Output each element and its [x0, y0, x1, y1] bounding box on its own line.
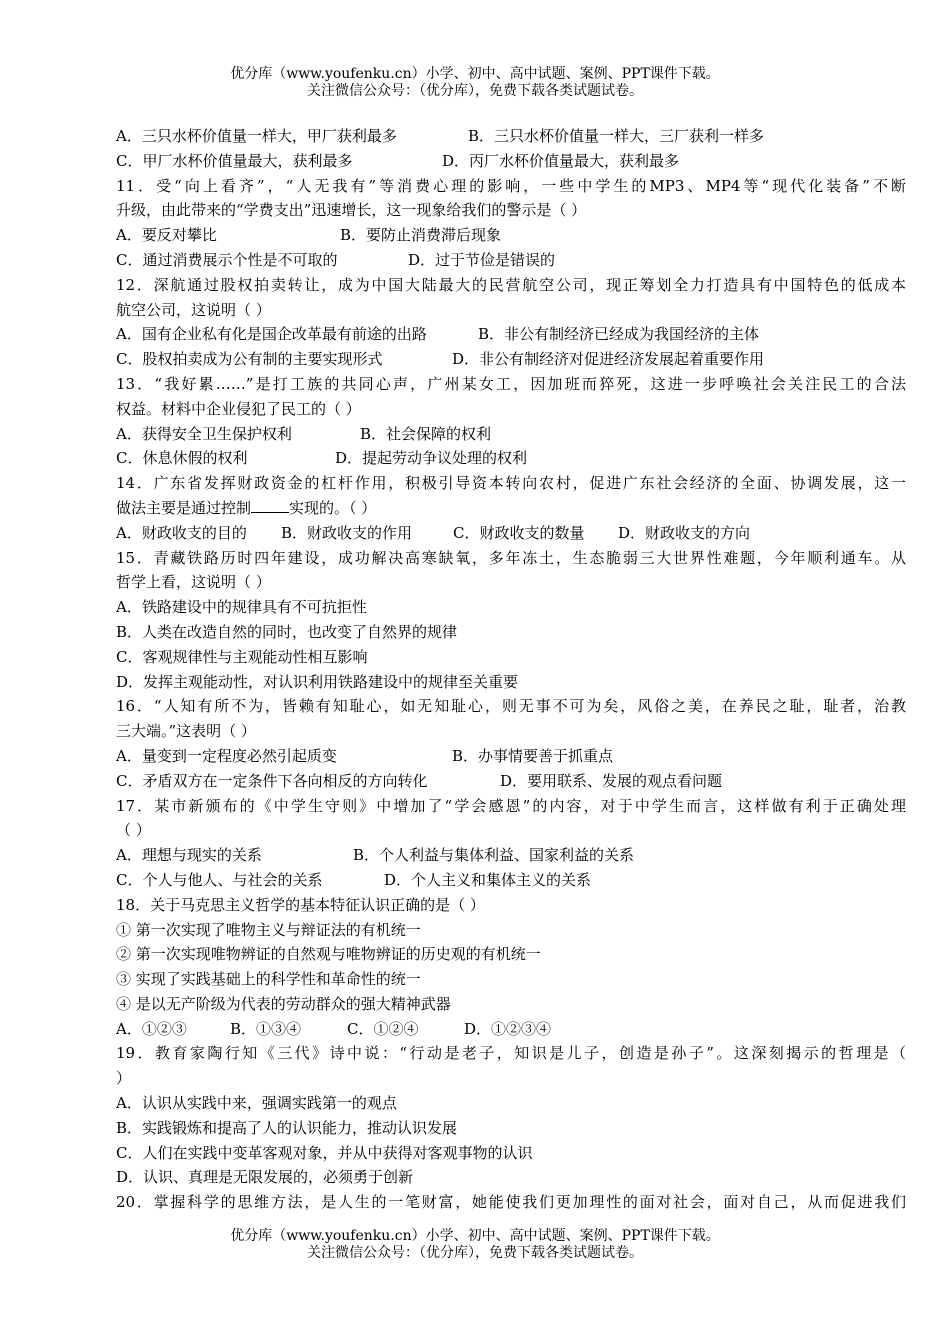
exam-content	[116, 124, 906, 1215]
q17-option-b: B．个人利益与集体利益、国家利益的关系	[353, 846, 635, 865]
q15-option-b: B．人类在改造自然的同时，也改变了自然界的规律	[116, 622, 458, 641]
q18-option-b: B．①③④	[230, 1019, 302, 1038]
q19-option-d: D．认识、真理是无限发展的，必须勇于创新	[116, 1168, 414, 1187]
q13-option-b: B．社会保障的权利	[360, 424, 492, 443]
q12-option-c: C．股权拍卖成为公有制的主要实现形式	[116, 350, 383, 369]
q16-stem-line-2: 三大端。”这表明（ ）	[116, 722, 256, 741]
q14-answer-blank	[251, 498, 289, 513]
q15-stem-line-1: 15．青藏铁路历时四年建设，成功解决高寒缺氧，多年冻土，生态脆弱三大世界性难题，今年顺利通车。从	[116, 548, 906, 567]
q17-options-row-1	[116, 843, 906, 868]
q17-stem-line-2: （ ）	[116, 821, 151, 840]
q19-stem-line-2: ）	[116, 1069, 132, 1088]
q11-option-c: C．通过消费展示个性是不可取的	[116, 250, 338, 269]
q14-stem-line-2	[116, 496, 906, 521]
q11-options-row-2	[116, 248, 906, 273]
q12-option-d: D．非公有制经济对促进经济发展起着重要作用	[452, 350, 765, 369]
q12-options-row-2	[116, 347, 906, 372]
q18-statement-3: ③ 实现了实践基础上的科学性和革命性的统一	[116, 970, 421, 989]
q10-option-d: D．丙厂水杯价值量最大，获利最多	[442, 151, 680, 170]
q15-option-d: D．发挥主观能动性，对认识利用铁路建设中的规律至关重要	[116, 672, 519, 691]
q11-stem-line-1: 11．受“向上看齐”，“人无我有”等消费心理的影响，一些中学生的MP3、MP4等“现代化装备”不断	[116, 176, 906, 195]
q14-option-c: C．财政收支的数量	[453, 523, 585, 542]
q17-option-a: A．理想与现实的关系	[116, 846, 262, 865]
q16-stem-line-1: 16．“人知有所不为，皆赖有知耻心，如无知耻心，则无事不可为矣，风俗之美，在养民之耻，耻者，治教	[116, 697, 906, 716]
q12-options-row-1	[116, 322, 906, 347]
q19-option-c: C．人们在实践中变革客观对象，并从中获得对客观事物的认识	[116, 1143, 533, 1162]
q14-stem-text-end: 实现的。（ ）	[289, 498, 377, 517]
footer-line-2: 关注微信公众号：（优分库），免费下载各类试题试卷。	[307, 1245, 643, 1261]
q10-option-c: C．甲厂水杯价值量最大，获利最多	[116, 151, 353, 170]
q12-stem-line-2: 航空公司，这说明（ ）	[116, 300, 271, 319]
q18-option-d: D．①②③④	[464, 1019, 552, 1038]
q18-statement-4: ④ 是以无产阶级为代表的劳动群众的强大精神武器	[116, 994, 451, 1013]
header-line-1: 优分库（www.youfenku.cn）小学、初中、高中试题、案例、PPT课件下载。	[230, 66, 720, 82]
q13-option-c: C．休息休假的权利	[116, 449, 248, 468]
q11-stem-line-2: 升级，由此带来的“学费支出”迅速增长，这一现象给我们的警示是（ ）	[116, 201, 587, 220]
q18-statement-2: ② 第一次实现唯物辨证的自然观与唯物辨证的历史观的有机统一	[116, 945, 541, 964]
q18-option-c: C．①②④	[347, 1019, 419, 1038]
q13-options-row-2	[116, 446, 906, 471]
page-header	[0, 66, 950, 100]
page-footer	[0, 1228, 950, 1262]
q12-stem-line-1: 12．深航通过股权拍卖转让，成为中国大陆最大的民营航空公司，现正筹划全力打造具有中国特色的低成本	[116, 275, 906, 294]
q11-option-d: D．过于节俭是错误的	[408, 250, 556, 269]
q13-options-row-1	[116, 422, 906, 447]
q14-stem-line-1: 14．广东省发挥财政资金的杠杆作用，积极引导资本转向农村，促进广东社会经济的全面、协调发展，这一	[116, 474, 906, 493]
q10-options-row-1	[116, 124, 906, 149]
q11-option-a: A．要反对攀比	[116, 226, 217, 245]
q10-options-row-2	[116, 149, 906, 174]
q12-option-a: A．国有企业私有化是国企改革最有前途的出路	[116, 325, 427, 344]
q18-options-row	[116, 1017, 906, 1042]
q17-stem-line-1: 17．某市新颁布的《中学生守则》中增加了“学会感恩”的内容，对于中学生而言，这样做有利于正确处理	[116, 796, 906, 815]
q15-option-a: A．铁路建设中的规律具有不可抗拒性	[116, 598, 367, 617]
footer-line-1: 优分库（www.youfenku.cn）小学、初中、高中试题、案例、PPT课件下载。	[230, 1228, 720, 1244]
q18-stem: 18．关于马克思主义哲学的基本特征认识正确的是（ ）	[116, 895, 485, 914]
q16-option-a: A．量变到一定程度必然引起质变	[116, 746, 337, 765]
q13-option-d: D．提起劳动争议处理的权利	[335, 449, 528, 468]
q19-option-b: B．实践锻炼和提高了人的认识能力，推动认识发展	[116, 1118, 458, 1137]
q17-option-d: D．个人主义和集体主义的关系	[384, 870, 592, 889]
q17-option-c: C．个人与他人、与社会的关系	[116, 870, 323, 889]
q16-options-row-1	[116, 744, 906, 769]
q20-stem-line-1: 20．掌握科学的思维方法，是人生的一笔财富，她能使我们更加理性的面对社会，面对自己，从而促进我们	[116, 1193, 906, 1212]
q13-option-a: A．获得安全卫生保护权利	[116, 424, 292, 443]
header-line-2: 关注微信公众号：（优分库），免费下载各类试题试卷。	[307, 83, 643, 99]
q12-option-b: B．非公有制经济已经成为我国经济的主体	[478, 325, 760, 344]
q16-option-b: B．办事情要善于抓重点	[452, 746, 614, 765]
q17-options-row-2	[116, 868, 906, 893]
q13-stem-line-2: 权益。材料中企业侵犯了民工的（ ）	[116, 399, 361, 418]
q14-option-d: D．财政收支的方向	[618, 523, 751, 542]
q19-option-a: A．认识从实践中来，强调实践第一的观点	[116, 1094, 397, 1113]
q11-options-row-1	[116, 223, 906, 248]
q14-option-a: A．财政收支的目的	[116, 523, 247, 542]
q15-option-c: C．客观规律性与主观能动性相互影响	[116, 647, 368, 666]
q16-option-d: D．要用联系、发展的观点看问题	[500, 771, 723, 790]
q14-option-b: B．财政收支的作用	[281, 523, 413, 542]
q13-stem-line-1: 13．“我好累……”是打工族的共同心声，广州某女工，因加班而猝死，这进一步呼唤社会关注民工的合法	[116, 374, 906, 393]
q19-stem-line-1: 19．教育家陶行知《三代》诗中说：“行动是老子，知识是儿子，创造是孙子”。这深刻揭示的哲理是（	[116, 1044, 906, 1063]
q11-option-b: B．要防止消费滞后现象	[340, 226, 502, 245]
q16-options-row-2	[116, 769, 906, 794]
q18-option-a: A．①②③	[116, 1019, 187, 1038]
q10-option-b: B．三只水杯价值量一样大，三厂获利一样多	[468, 127, 765, 145]
q10-option-a: A．三只水杯价值量一样大，甲厂获利最多	[116, 127, 397, 145]
q14-options-row	[116, 521, 906, 546]
q15-stem-line-2: 哲学上看，这说明（ ）	[116, 573, 271, 592]
q16-option-c: C．矛盾双方在一定条件下各向相反的方向转化	[116, 771, 428, 790]
q14-stem-text: 做法主要是通过控制	[116, 498, 252, 517]
q18-statement-1: ① 第一次实现了唯物主义与辩证法的有机统一	[116, 920, 421, 939]
